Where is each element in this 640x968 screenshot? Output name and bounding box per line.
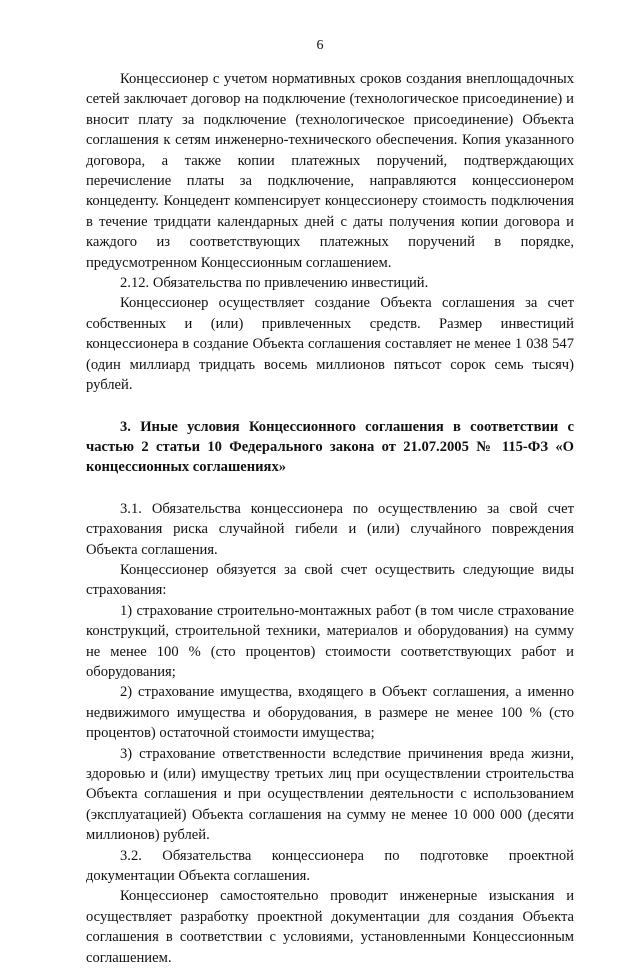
paragraph-clause-3-1: 3.1. Обязательства концессионера по осуществлению за свой счет страхования риска случайной гибели и (или) случайного повреждения Объекта соглашения. bbox=[86, 500, 574, 558]
paragraph-connection-agreement: Концессионер с учетом нормативных сроков создания внеплощадочных сетей заключает договор на подключение (технологическое присоединение) и вносит плату за подключение (технологическое присоединение) Объекта соглашения к сетям инженерно-технического обеспечения. Копия указанного договора, а также копии платежных поручений, подтверждающих перечисление платы за подключение, направляются концессионером концеденту. Концедент компенсирует концессионеру стоимость подключения в течение тридцати календарных дней с даты получения копии договора и каждого из соответствующих платежных поручений в порядке, предусмотренном Концессионным соглашением. bbox=[86, 71, 574, 271]
paragraph-insurance-types: Концессионер обязуется за свой счет осуществить следующие виды страхования: bbox=[86, 561, 574, 599]
paragraph-investment-amount: Концессионер осуществляет создание Объекта соглашения за счет собственных и (или) привлеченных средств. Размер инвестиций концессионера в создание Объекта соглашения составляет не менее 1 038 547 (один миллиард тридцать восемь миллионов пятьсот сорок семь тысяч) рублей. bbox=[86, 295, 574, 394]
list-item-insurance-2: 2) страхование имущества, входящего в Объект соглашения, а именно недвижимого имущества и оборудования, в размере не менее 100 % (сто процентов) остаточной стоимости имущества; bbox=[86, 684, 574, 742]
paragraph-clause-2-12: 2.12. Обязательства по привлечению инвестиций. bbox=[120, 275, 429, 292]
section-heading-3: 3. Иные условия Концессионного соглашения в соответствии с частью 2 статьи 10 Федерального закона от 21.07.2005 № 115-ФЗ «О концессионных соглашениях» bbox=[86, 418, 574, 476]
document-body bbox=[86, 69, 574, 968]
list-item-insurance-3: 3) страхование ответственности вследствие причинения вреда жизни, здоровью и (или) имуществу третьих лиц при осуществлении строительства Объекта соглашения и при осуществлении деятельности с использованием (эксплуатацией) Объекта соглашения на сумму не менее 10 000 000 (десяти миллионов) рублей. bbox=[86, 745, 574, 844]
paragraph-design-documentation: Концессионер самостоятельно проводит инженерные изыскания и осуществляет разработку проектной документации для создания Объекта соглашения в соответствии с условиями, установленными Концессионным соглашением. bbox=[86, 888, 574, 966]
page-number: 6 bbox=[316, 38, 324, 53]
paragraph-clause-3-2: 3.2. Обязательства концессионера по подготовке проектной документации Объекта соглашения. bbox=[86, 847, 574, 885]
list-item-insurance-1: 1) страхование строительно-монтажных работ (в том числе страхование конструкций, строительной техники, материалов и оборудования) на сумму не менее 100 % (сто процентов) стоимости соответствующих работ и оборудования; bbox=[86, 602, 574, 680]
